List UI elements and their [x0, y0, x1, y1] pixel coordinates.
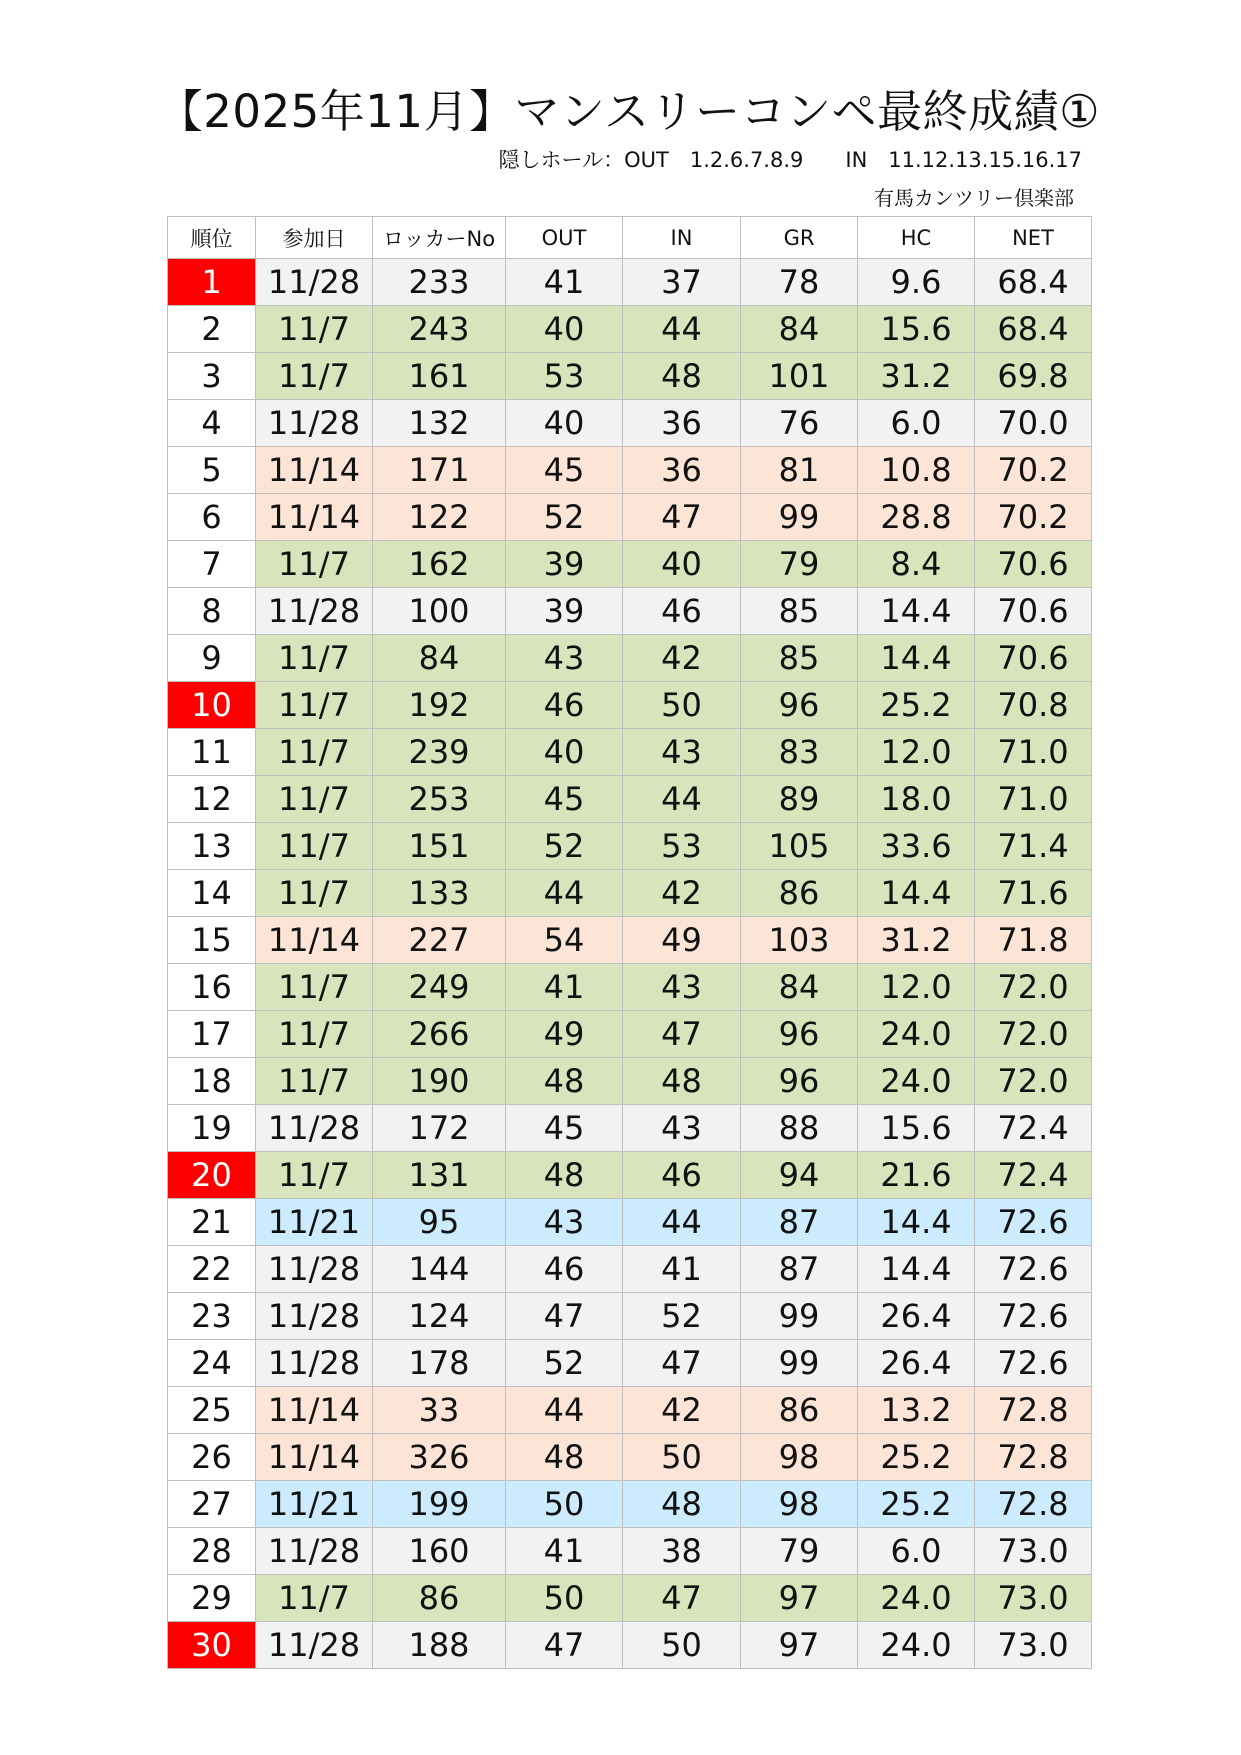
date-cell: 11/7: [256, 776, 373, 823]
gross-cell: 85: [741, 588, 858, 635]
date-cell: 11/28: [256, 400, 373, 447]
handicap-cell: 24.0: [858, 1622, 975, 1669]
table-row: [168, 1340, 1092, 1387]
locker-cell: 161: [373, 353, 506, 400]
rank-cell: 28: [168, 1528, 256, 1575]
date-cell: 11/7: [256, 306, 373, 353]
date-cell: 11/28: [256, 1293, 373, 1340]
gross-cell: 99: [741, 494, 858, 541]
gross-cell: 97: [741, 1575, 858, 1622]
out-cell: 50: [506, 1481, 623, 1528]
in-cell: 50: [623, 1434, 741, 1481]
rank-cell: 19: [168, 1105, 256, 1152]
rank-cell: 24: [168, 1340, 256, 1387]
locker-cell: 199: [373, 1481, 506, 1528]
date-cell: 11/28: [256, 1340, 373, 1387]
in-cell: 49: [623, 917, 741, 964]
date-cell: 11/7: [256, 823, 373, 870]
in-cell: 44: [623, 776, 741, 823]
handicap-cell: 14.4: [858, 870, 975, 917]
table-row: [168, 1387, 1092, 1434]
date-cell: 11/21: [256, 1199, 373, 1246]
locker-cell: 249: [373, 964, 506, 1011]
in-cell: 43: [623, 1105, 741, 1152]
out-cell: 45: [506, 1105, 623, 1152]
handicap-cell: 33.6: [858, 823, 975, 870]
rank-cell: 15: [168, 917, 256, 964]
net-cell: 72.6: [975, 1246, 1092, 1293]
column-header-net: NET: [975, 217, 1092, 259]
column-header-locker: ロッカーNo: [373, 217, 506, 259]
rank-cell: 21: [168, 1199, 256, 1246]
gross-cell: 99: [741, 1293, 858, 1340]
table-row: [168, 870, 1092, 917]
table-header-row: [168, 217, 1092, 259]
net-cell: 72.8: [975, 1387, 1092, 1434]
rank-cell: 7: [168, 541, 256, 588]
gross-cell: 83: [741, 729, 858, 776]
date-cell: 11/28: [256, 1528, 373, 1575]
table-row: [168, 353, 1092, 400]
gross-cell: 96: [741, 1058, 858, 1105]
gross-cell: 79: [741, 1528, 858, 1575]
net-cell: 70.6: [975, 588, 1092, 635]
net-cell: 72.6: [975, 1293, 1092, 1340]
handicap-cell: 12.0: [858, 964, 975, 1011]
locker-cell: 233: [373, 259, 506, 306]
locker-cell: 243: [373, 306, 506, 353]
out-cell: 45: [506, 447, 623, 494]
locker-cell: 326: [373, 1434, 506, 1481]
out-cell: 50: [506, 1575, 623, 1622]
handicap-cell: 10.8: [858, 447, 975, 494]
column-header-date: 参加日: [256, 217, 373, 259]
locker-cell: 95: [373, 1199, 506, 1246]
out-cell: 40: [506, 306, 623, 353]
out-cell: 41: [506, 1528, 623, 1575]
date-cell: 11/7: [256, 964, 373, 1011]
locker-cell: 190: [373, 1058, 506, 1105]
handicap-cell: 24.0: [858, 1058, 975, 1105]
in-cell: 48: [623, 1481, 741, 1528]
gross-cell: 94: [741, 1152, 858, 1199]
handicap-cell: 14.4: [858, 1246, 975, 1293]
out-cell: 41: [506, 259, 623, 306]
table-row: [168, 494, 1092, 541]
in-cell: 36: [623, 400, 741, 447]
gross-cell: 96: [741, 682, 858, 729]
in-cell: 42: [623, 635, 741, 682]
net-cell: 72.8: [975, 1434, 1092, 1481]
rank-cell: 14: [168, 870, 256, 917]
handicap-cell: 25.2: [858, 1481, 975, 1528]
out-cell: 39: [506, 588, 623, 635]
table-row: [168, 1105, 1092, 1152]
in-cell: 50: [623, 682, 741, 729]
out-cell: 53: [506, 353, 623, 400]
out-cell: 39: [506, 541, 623, 588]
rank-cell: 4: [168, 400, 256, 447]
table-row: [168, 823, 1092, 870]
date-cell: 11/28: [256, 588, 373, 635]
handicap-cell: 26.4: [858, 1340, 975, 1387]
table-row: [168, 541, 1092, 588]
out-cell: 52: [506, 1340, 623, 1387]
date-cell: 11/7: [256, 635, 373, 682]
page-title: 【2025年11月】マンスリーコンペ最終成績①: [157, 85, 1100, 138]
table-row: [168, 1622, 1092, 1669]
in-cell: 41: [623, 1246, 741, 1293]
gross-cell: 103: [741, 917, 858, 964]
gross-cell: 105: [741, 823, 858, 870]
net-cell: 71.0: [975, 776, 1092, 823]
handicap-cell: 26.4: [858, 1293, 975, 1340]
out-cell: 52: [506, 494, 623, 541]
table-row: [168, 400, 1092, 447]
locker-cell: 124: [373, 1293, 506, 1340]
out-cell: 44: [506, 870, 623, 917]
table-row: [168, 1481, 1092, 1528]
rank-cell: 5: [168, 447, 256, 494]
locker-cell: 172: [373, 1105, 506, 1152]
locker-cell: 239: [373, 729, 506, 776]
rank-cell: 18: [168, 1058, 256, 1105]
rank-cell: 23: [168, 1293, 256, 1340]
gross-cell: 79: [741, 541, 858, 588]
net-cell: 73.0: [975, 1528, 1092, 1575]
in-cell: 43: [623, 964, 741, 1011]
out-cell: 45: [506, 776, 623, 823]
rank-cell: 2: [168, 306, 256, 353]
locker-cell: 131: [373, 1152, 506, 1199]
net-cell: 70.6: [975, 541, 1092, 588]
locker-cell: 132: [373, 400, 506, 447]
out-cell: 46: [506, 1246, 623, 1293]
in-cell: 37: [623, 259, 741, 306]
locker-cell: 144: [373, 1246, 506, 1293]
net-cell: 70.0: [975, 400, 1092, 447]
gross-cell: 84: [741, 306, 858, 353]
rank-cell: 12: [168, 776, 256, 823]
net-cell: 72.6: [975, 1199, 1092, 1246]
rank-cell: 13: [168, 823, 256, 870]
handicap-cell: 31.2: [858, 353, 975, 400]
rank-cell: 27: [168, 1481, 256, 1528]
out-cell: 48: [506, 1434, 623, 1481]
table-row: [168, 964, 1092, 1011]
date-cell: 11/7: [256, 353, 373, 400]
out-cell: 47: [506, 1622, 623, 1669]
table-row: [168, 1293, 1092, 1340]
rank-cell: 16: [168, 964, 256, 1011]
rank-cell: 25: [168, 1387, 256, 1434]
net-cell: 71.4: [975, 823, 1092, 870]
net-cell: 71.6: [975, 870, 1092, 917]
gross-cell: 101: [741, 353, 858, 400]
results-table: [167, 216, 1092, 1669]
out-cell: 46: [506, 682, 623, 729]
out-cell: 49: [506, 1011, 623, 1058]
in-cell: 47: [623, 494, 741, 541]
locker-cell: 192: [373, 682, 506, 729]
rank-cell: 11: [168, 729, 256, 776]
gross-cell: 96: [741, 1011, 858, 1058]
handicap-cell: 13.2: [858, 1387, 975, 1434]
handicap-cell: 21.6: [858, 1152, 975, 1199]
in-cell: 40: [623, 541, 741, 588]
column-header-gross: GR: [741, 217, 858, 259]
gross-cell: 81: [741, 447, 858, 494]
net-cell: 72.0: [975, 964, 1092, 1011]
column-header-out: OUT: [506, 217, 623, 259]
locker-cell: 160: [373, 1528, 506, 1575]
locker-cell: 188: [373, 1622, 506, 1669]
date-cell: 11/28: [256, 1246, 373, 1293]
out-cell: 44: [506, 1387, 623, 1434]
in-cell: 43: [623, 729, 741, 776]
date-cell: 11/14: [256, 1387, 373, 1434]
net-cell: 68.4: [975, 259, 1092, 306]
locker-cell: 33: [373, 1387, 506, 1434]
net-cell: 70.2: [975, 447, 1092, 494]
table-row: [168, 917, 1092, 964]
handicap-cell: 31.2: [858, 917, 975, 964]
in-cell: 50: [623, 1622, 741, 1669]
net-cell: 71.8: [975, 917, 1092, 964]
out-cell: 43: [506, 635, 623, 682]
locker-cell: 133: [373, 870, 506, 917]
rank-cell: 8: [168, 588, 256, 635]
in-cell: 46: [623, 1152, 741, 1199]
net-cell: 71.0: [975, 729, 1092, 776]
date-cell: 11/28: [256, 1105, 373, 1152]
date-cell: 11/28: [256, 1622, 373, 1669]
locker-cell: 227: [373, 917, 506, 964]
gross-cell: 76: [741, 400, 858, 447]
table-row: [168, 729, 1092, 776]
gross-cell: 87: [741, 1199, 858, 1246]
table-row: [168, 447, 1092, 494]
gross-cell: 85: [741, 635, 858, 682]
date-cell: 11/7: [256, 729, 373, 776]
handicap-cell: 25.2: [858, 1434, 975, 1481]
out-cell: 48: [506, 1152, 623, 1199]
out-cell: 52: [506, 823, 623, 870]
net-cell: 72.0: [975, 1058, 1092, 1105]
in-cell: 42: [623, 870, 741, 917]
table-row: [168, 1575, 1092, 1622]
gross-cell: 98: [741, 1434, 858, 1481]
in-cell: 38: [623, 1528, 741, 1575]
rank-cell: 17: [168, 1011, 256, 1058]
net-cell: 68.4: [975, 306, 1092, 353]
handicap-cell: 24.0: [858, 1011, 975, 1058]
net-cell: 73.0: [975, 1575, 1092, 1622]
in-cell: 44: [623, 1199, 741, 1246]
column-header-rank: 順位: [168, 217, 256, 259]
in-cell: 52: [623, 1293, 741, 1340]
rank-cell: 20: [168, 1152, 256, 1199]
date-cell: 11/7: [256, 682, 373, 729]
in-cell: 46: [623, 588, 741, 635]
gross-cell: 86: [741, 1387, 858, 1434]
locker-cell: 178: [373, 1340, 506, 1387]
rank-cell: 3: [168, 353, 256, 400]
out-cell: 41: [506, 964, 623, 1011]
out-cell: 43: [506, 1199, 623, 1246]
out-cell: 48: [506, 1058, 623, 1105]
date-cell: 11/7: [256, 1011, 373, 1058]
gross-cell: 78: [741, 259, 858, 306]
rank-cell: 6: [168, 494, 256, 541]
in-cell: 47: [623, 1340, 741, 1387]
locker-cell: 122: [373, 494, 506, 541]
gross-cell: 99: [741, 1340, 858, 1387]
in-cell: 36: [623, 447, 741, 494]
handicap-cell: 24.0: [858, 1575, 975, 1622]
hidden-holes-note: 隠しホール：OUT 1.2.6.7.8.9 IN 11.12.13.15.16.17: [498, 148, 1082, 172]
date-cell: 11/14: [256, 917, 373, 964]
out-cell: 40: [506, 729, 623, 776]
handicap-cell: 6.0: [858, 400, 975, 447]
date-cell: 11/28: [256, 259, 373, 306]
handicap-cell: 14.4: [858, 635, 975, 682]
gross-cell: 88: [741, 1105, 858, 1152]
rank-cell: 26: [168, 1434, 256, 1481]
table-row: [168, 776, 1092, 823]
handicap-cell: 12.0: [858, 729, 975, 776]
handicap-cell: 14.4: [858, 1199, 975, 1246]
locker-cell: 266: [373, 1011, 506, 1058]
net-cell: 72.4: [975, 1152, 1092, 1199]
net-cell: 70.2: [975, 494, 1092, 541]
date-cell: 11/7: [256, 870, 373, 917]
date-cell: 11/14: [256, 494, 373, 541]
out-cell: 47: [506, 1293, 623, 1340]
in-cell: 47: [623, 1575, 741, 1622]
handicap-cell: 15.6: [858, 1105, 975, 1152]
table-row: [168, 588, 1092, 635]
rank-cell: 30: [168, 1622, 256, 1669]
handicap-cell: 9.6: [858, 259, 975, 306]
locker-cell: 100: [373, 588, 506, 635]
table-row: [168, 1199, 1092, 1246]
in-cell: 44: [623, 306, 741, 353]
out-cell: 40: [506, 400, 623, 447]
table-row: [168, 259, 1092, 306]
table-row: [168, 306, 1092, 353]
date-cell: 11/21: [256, 1481, 373, 1528]
net-cell: 69.8: [975, 353, 1092, 400]
table-row: [168, 1528, 1092, 1575]
in-cell: 47: [623, 1011, 741, 1058]
column-header-in: IN: [623, 217, 741, 259]
table-row: [168, 1058, 1092, 1105]
net-cell: 70.6: [975, 635, 1092, 682]
club-name: 有馬カンツリー倶楽部: [874, 186, 1074, 210]
net-cell: 72.4: [975, 1105, 1092, 1152]
locker-cell: 86: [373, 1575, 506, 1622]
rank-cell: 22: [168, 1246, 256, 1293]
in-cell: 53: [623, 823, 741, 870]
net-cell: 72.0: [975, 1011, 1092, 1058]
date-cell: 11/14: [256, 447, 373, 494]
gross-cell: 89: [741, 776, 858, 823]
net-cell: 73.0: [975, 1622, 1092, 1669]
gross-cell: 86: [741, 870, 858, 917]
handicap-cell: 28.8: [858, 494, 975, 541]
table-body: [168, 259, 1092, 1669]
locker-cell: 151: [373, 823, 506, 870]
table-row: [168, 1246, 1092, 1293]
net-cell: 72.8: [975, 1481, 1092, 1528]
table-row: [168, 1434, 1092, 1481]
handicap-cell: 15.6: [858, 306, 975, 353]
gross-cell: 98: [741, 1481, 858, 1528]
table-row: [168, 1011, 1092, 1058]
gross-cell: 97: [741, 1622, 858, 1669]
table-row: [168, 1152, 1092, 1199]
date-cell: 11/7: [256, 1575, 373, 1622]
handicap-cell: 14.4: [858, 588, 975, 635]
table-row: [168, 682, 1092, 729]
date-cell: 11/14: [256, 1434, 373, 1481]
locker-cell: 84: [373, 635, 506, 682]
net-cell: 70.8: [975, 682, 1092, 729]
net-cell: 72.6: [975, 1340, 1092, 1387]
handicap-cell: 18.0: [858, 776, 975, 823]
out-cell: 54: [506, 917, 623, 964]
date-cell: 11/7: [256, 1152, 373, 1199]
locker-cell: 162: [373, 541, 506, 588]
in-cell: 48: [623, 1058, 741, 1105]
handicap-cell: 25.2: [858, 682, 975, 729]
gross-cell: 87: [741, 1246, 858, 1293]
rank-cell: 1: [168, 259, 256, 306]
locker-cell: 171: [373, 447, 506, 494]
date-cell: 11/7: [256, 1058, 373, 1105]
date-cell: 11/7: [256, 541, 373, 588]
in-cell: 42: [623, 1387, 741, 1434]
rank-cell: 29: [168, 1575, 256, 1622]
handicap-cell: 8.4: [858, 541, 975, 588]
handicap-cell: 6.0: [858, 1528, 975, 1575]
gross-cell: 84: [741, 964, 858, 1011]
rank-cell: 9: [168, 635, 256, 682]
column-header-handicap: HC: [858, 217, 975, 259]
locker-cell: 253: [373, 776, 506, 823]
in-cell: 48: [623, 353, 741, 400]
rank-cell: 10: [168, 682, 256, 729]
table-row: [168, 635, 1092, 682]
